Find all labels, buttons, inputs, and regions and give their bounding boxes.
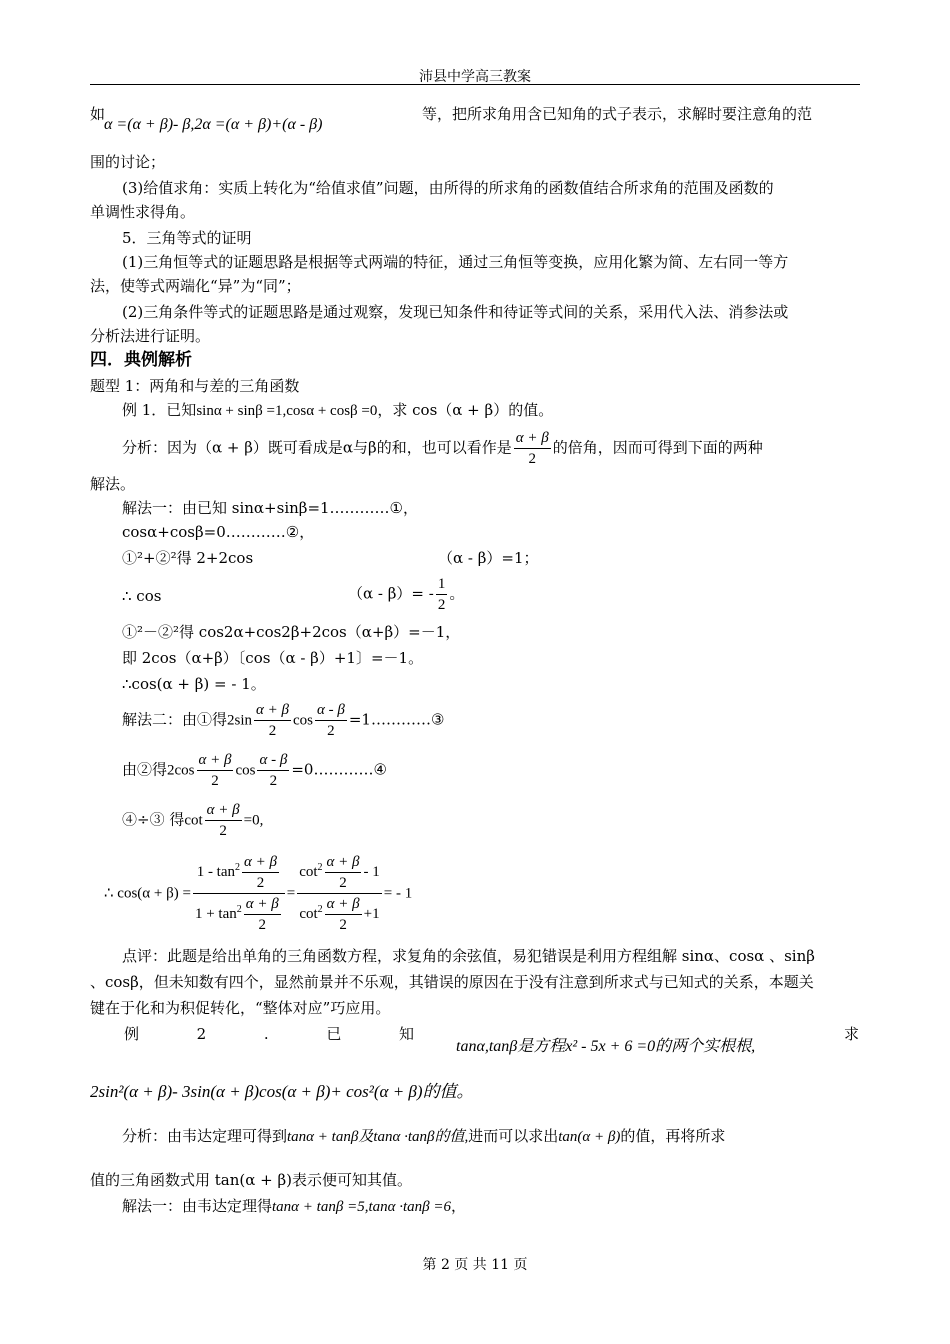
formula: 2sin [227, 712, 253, 729]
numerator: α + β [325, 852, 362, 873]
text-line: (1)三角恒等式的证题思路是根据等式两端的特征，通过三角恒等变换，应用化繁为简、左右同一等方 [122, 253, 789, 271]
denominator: 2 [339, 917, 347, 933]
formula: tanα + tanβ及tanα ·tanβ的值, [287, 1129, 469, 1145]
numerator: α + β [244, 894, 281, 915]
formula: ∴ cos(α + β) = [104, 885, 191, 902]
text-line: 单调性求得角。 [90, 203, 196, 221]
big-fraction-cot [297, 852, 382, 935]
page-header: 沛县中学高三教案 [419, 69, 531, 85]
text: ，求 cos（α + β）的值。 [377, 401, 554, 419]
method2-result [104, 852, 412, 935]
text-line: ∴cos(α + β) = - 1。 [122, 675, 266, 693]
text: =0…………④ [291, 760, 387, 779]
fraction [197, 750, 234, 791]
equals: = [286, 885, 296, 902]
numerator: α - β [315, 700, 347, 721]
text: 求 [844, 1025, 860, 1043]
formula: （α - β）= - [348, 584, 434, 603]
denominator: 2 [528, 451, 536, 467]
square: 2 [317, 903, 323, 915]
text: 例 1．已知 [122, 401, 197, 419]
text: 已 [326, 1025, 342, 1043]
text: 分析：因为（α + β）既可看成是α与β的和，也可以看作是 [122, 438, 512, 457]
text: 由②得 [122, 760, 168, 779]
text-line: 分析法进行证明。 [90, 327, 211, 345]
cot-text: cot [299, 905, 318, 922]
text: 例 [124, 1025, 140, 1043]
fraction [242, 852, 279, 893]
angle-formula [104, 114, 322, 135]
text: 。 [449, 584, 465, 603]
numerator: α + β [325, 894, 362, 915]
formula: cos [235, 762, 256, 779]
formula: =0, [243, 812, 264, 829]
fraction [514, 428, 551, 469]
plus-one: +1 [363, 905, 380, 922]
text: 知 [398, 1025, 414, 1043]
formula: tan(α + β) [558, 1129, 621, 1145]
fraction [325, 852, 362, 893]
text: 解法二：由①得 [122, 710, 228, 729]
text: . [263, 1025, 269, 1043]
formula: sinα + sinβ =1,cosα + cosβ =0 [196, 403, 378, 419]
text-line: 即 2cos（α+β）〔cos（α - β）+1〕=－1。 [122, 649, 424, 667]
method2-line3 [122, 800, 263, 841]
question-type-title: 题型 1：两角和与差的三角函数 [90, 377, 300, 395]
text: 进而可以求出 [468, 1127, 559, 1145]
cos-diff-result [348, 574, 464, 615]
text: ， [451, 1197, 467, 1215]
formula: tanα,tanβ是方程x² - 5x + 6 =0的两个实根根, [456, 1038, 756, 1055]
denominator: 2 [339, 875, 347, 891]
analysis-1 [122, 428, 763, 469]
method2-line2 [122, 750, 387, 791]
formula: tanα + tanβ =5,tanα ·tanβ =6 [272, 1199, 451, 1215]
denominator: 2 [269, 773, 278, 789]
header-rule [90, 84, 860, 85]
text: ①²+②²得 2+2cos [122, 549, 254, 567]
formula: 2sin²(α + β)- 3sin(α + β)cos(α + β)+ cos²(α + β)的值。 [90, 1082, 474, 1101]
page-footer: 第 2 页 共 11 页 [422, 1257, 528, 1273]
cot-text: cot [299, 863, 318, 880]
denominator: 2 [268, 723, 277, 739]
text: 解法一：由韦达定理得 [122, 1197, 273, 1215]
fraction [205, 800, 242, 841]
fraction [257, 750, 289, 791]
section-heading-4: 四．典例解析 [90, 350, 192, 370]
denominator: 2 [437, 597, 446, 613]
text-line: cosα+cosβ=0…………②， [122, 523, 315, 541]
text: 分析：由韦达定理可得到 [122, 1127, 288, 1145]
fraction [254, 700, 291, 741]
result: = - 1 [383, 885, 413, 902]
paragraph-angle-suffix [422, 104, 812, 124]
denominator: 2 [258, 917, 266, 933]
paragraph-angle-expression [90, 104, 105, 124]
example-2-condition [456, 1036, 755, 1057]
formula: 2cos [167, 762, 195, 779]
formula: cot [184, 812, 203, 829]
text: 的倍角，因而可得到下面的两种 [552, 438, 763, 457]
numerator: 1 [436, 574, 448, 595]
text-line: 点评：此题是给出单角的三角函数方程，求复角的余弦值，易犯错误是利用方程组解 sinα、cosα 、sinβ [122, 947, 815, 965]
fraction [315, 700, 347, 741]
numerator: α + β [205, 800, 242, 821]
numerator: α - β [257, 750, 289, 771]
fraction [436, 574, 448, 615]
fraction [325, 894, 362, 935]
fraction [244, 894, 281, 935]
text-line: (2)三角条件等式的证题思路是通过观察，发现已知条件和待证等式间的关系，采用代入法、消参法或 [122, 303, 789, 321]
text-line: ①²－②²得 cos2α+cos2β+2cos（α+β）=－1， [122, 623, 461, 641]
text: 等，把所求角用含已知角的式子表示，求解时要注意角的范 [422, 105, 813, 123]
formula: （α - β）=1； [438, 549, 539, 567]
tan-text: 1 + tan [194, 905, 237, 922]
text-line: 围的讨论； [90, 153, 166, 171]
text: 2 [196, 1025, 207, 1043]
text-line: 法，使等式两端化“异”为“同”； [90, 277, 301, 295]
formula: cos [293, 712, 313, 729]
minus-one: - 1 [363, 863, 380, 880]
text-line: 值的三角函数式用 tan(α + β)表示便可知其值。 [90, 1171, 413, 1189]
text: 的值，再将所求 [620, 1127, 726, 1145]
method2-line1 [122, 700, 444, 741]
square: 2 [236, 903, 242, 915]
analysis-2 [122, 1126, 725, 1147]
numerator: α + β [254, 700, 291, 721]
text: ④÷③ 得 [122, 810, 185, 829]
text: ∴ cos [122, 587, 162, 605]
denominator: 2 [219, 823, 227, 839]
text-line: 键在于化和为积促转化，“整体对应”巧应用。 [90, 999, 391, 1017]
text-line: 、cosβ，但未知数有四个，显然前景并不乐观，其错误的原因在于没有注意到所求式与已知式的关系，本题关 [90, 973, 814, 991]
text: =1…………③ [348, 710, 445, 729]
tan-text: 1 - tan [196, 863, 236, 880]
example-2-label [124, 1024, 414, 1044]
square: 2 [317, 861, 323, 873]
example-2-expression [90, 1082, 474, 1102]
text-line: 解法。 [90, 475, 136, 493]
denominator: 2 [327, 723, 335, 739]
denominator: 2 [256, 875, 265, 891]
numerator: α + β [197, 750, 234, 771]
example-1 [122, 400, 553, 421]
text-line: 解法一：由已知 sinα+sinβ=1…………①， [122, 499, 419, 517]
section-heading-5: 5．三角等式的证明 [122, 229, 252, 247]
numerator: α + β [514, 428, 551, 449]
text-line: (3)给值求角：实质上转化为“给值求值”问题，由所得的所求角的函数值结合所求角的范围及函数的 [122, 179, 774, 197]
denominator: 2 [211, 773, 219, 789]
formula: α =(α + β)- β,2α =(α + β)+(α - β) [104, 116, 323, 133]
solution-2-line [122, 1196, 466, 1217]
big-fraction-tan [193, 852, 285, 935]
numerator: α + β [242, 852, 279, 873]
square: 2 [235, 861, 241, 873]
text: 如 [90, 105, 106, 123]
